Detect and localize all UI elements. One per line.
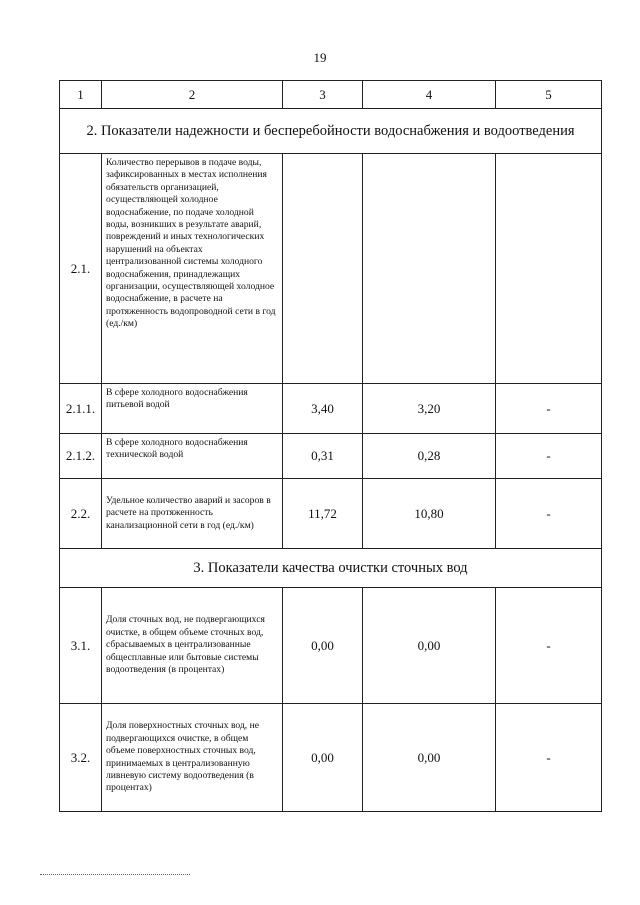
row-number: 2.1. bbox=[60, 154, 102, 384]
section-title: 2. Показатели надежности и бесперебойности водоснабжения и водоотведения bbox=[60, 109, 602, 154]
value-col5 bbox=[496, 154, 602, 384]
column-number: 3 bbox=[283, 81, 363, 109]
value-col5: - bbox=[496, 479, 602, 549]
section-title: 3. Показатели качества очистки сточных вод bbox=[60, 549, 602, 588]
value-col3: 0,00 bbox=[283, 704, 363, 812]
row-number: 3.2. bbox=[60, 704, 102, 812]
section-header-row bbox=[60, 109, 602, 154]
column-number-row bbox=[60, 81, 602, 109]
value-col4: 10,80 bbox=[363, 479, 496, 549]
page-number: 19 bbox=[313, 50, 327, 65]
row-description: Доля сточных вод, не подвергающихся очистке, в общем объеме сточных вод, сбрасываемых в централизованные общесплавные или бытовые системы водоотведения (в процентах) bbox=[102, 588, 283, 704]
value-col3 bbox=[283, 154, 363, 384]
table-row bbox=[60, 479, 602, 549]
row-description: Количество перерывов в подаче воды, зафиксированных в местах исполнения обязательств организацией, осуществляющей холодное водоснабжение, по подаче холодной воды, возникших в результате аварий, повреждений и иных технологических нарушений на объектах централизованной системы холодного водоснабжения, принадлежащих организации, осуществляющей холодное водоснабжение, в расчете на протяженность водопроводной сети в год (ед./км) bbox=[102, 154, 283, 384]
value-col4: 0,00 bbox=[363, 704, 496, 812]
table-row bbox=[60, 704, 602, 812]
value-col3: 3,40 bbox=[283, 384, 363, 434]
value-col3: 0,31 bbox=[283, 434, 363, 479]
value-col4: 3,20 bbox=[363, 384, 496, 434]
row-description: В сфере холодного водоснабжения технической водой bbox=[102, 434, 283, 479]
value-col4: 0,28 bbox=[363, 434, 496, 479]
column-number: 5 bbox=[496, 81, 602, 109]
column-number: 2 bbox=[102, 81, 283, 109]
value-col4 bbox=[363, 154, 496, 384]
section-header-row bbox=[60, 549, 602, 588]
value-col3: 0,00 bbox=[283, 588, 363, 704]
value-col5: - bbox=[496, 588, 602, 704]
row-number: 3.1. bbox=[60, 588, 102, 704]
value-col4: 0,00 bbox=[363, 588, 496, 704]
table-row bbox=[60, 154, 602, 384]
indicators-table bbox=[59, 80, 602, 812]
value-col5: - bbox=[496, 434, 602, 479]
row-description: В сфере холодного водоснабжения питьевой водой bbox=[102, 384, 283, 434]
row-number: 2.1.2. bbox=[60, 434, 102, 479]
row-description: Доля поверхностных сточных вод, не подвергающихся очистке, в общем объеме поверхностных сточных вод, принимаемых в централизованную ливневую систему водоотведения (в процентах) bbox=[102, 704, 283, 812]
footer-rule bbox=[40, 874, 190, 875]
value-col5: - bbox=[496, 384, 602, 434]
column-number: 4 bbox=[363, 81, 496, 109]
value-col5: - bbox=[496, 704, 602, 812]
table-row bbox=[60, 434, 602, 479]
table-row bbox=[60, 384, 602, 434]
row-number: 2.1.1. bbox=[60, 384, 102, 434]
row-description: Удельное количество аварий и засоров в расчете на протяженность канализационной сети в год (ед./км) bbox=[102, 479, 283, 549]
table-row bbox=[60, 588, 602, 704]
row-number: 2.2. bbox=[60, 479, 102, 549]
column-number: 1 bbox=[60, 81, 102, 109]
value-col3: 11,72 bbox=[283, 479, 363, 549]
